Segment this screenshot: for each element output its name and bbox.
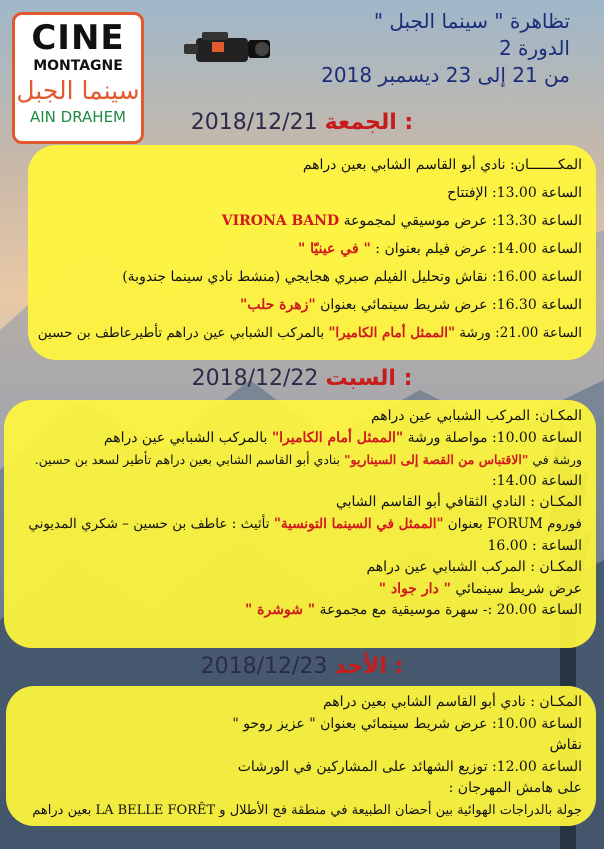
list-item: الساعة : 16.00 xyxy=(487,537,582,554)
list-item: نقاش xyxy=(549,737,582,754)
event-title: تظاهرة " سينما الجبل " xyxy=(373,9,570,33)
logo-arabic-text: سينما الجبل xyxy=(16,76,140,105)
list-item: الساعة 13.00: الإفتتاح xyxy=(447,185,582,201)
list-item: الساعة 14.00: عرض فيلم بعنوان : " في عينيّا " xyxy=(297,241,582,257)
video-camera-icon xyxy=(182,24,274,68)
list-item: المكـان: المركب الشبابي عين دراهم xyxy=(370,408,582,424)
list-item: الساعة 12.00: توزيع الشهائد على المشاركين في الورشات xyxy=(237,758,582,775)
day-2-name: السبت : xyxy=(325,366,413,391)
list-item: على هامش المهرجان : xyxy=(448,780,582,797)
event-edition: الدورة 2 xyxy=(498,36,570,60)
list-item: الساعة 13.30: عرض موسيقي لمجموعة VIRONA BAND xyxy=(221,213,582,229)
day-2-date: 2018/12/22 xyxy=(191,366,319,391)
list-item: الساعة 16.00: نقاش وتحليل الفيلم صبري هجايجي (منشط نادي سينما جندوبة) xyxy=(122,269,582,285)
day-1-name: الجمعة : xyxy=(324,110,414,135)
logo-montagne-text: MONTAGNE xyxy=(33,58,123,74)
day-2-heading xyxy=(0,366,604,391)
list-item: ورشة في "الاقتباس من القصة إلى السيناريو" بنادي أبو القاسم الشابي بعين دراهم تأطير لسعد بن حسين. xyxy=(34,452,582,468)
list-item: المكـــــــان: نادي أبو القاسم الشابي بعين دراهم xyxy=(302,157,582,173)
day-3-heading xyxy=(0,654,604,679)
list-item: عرض شريط سينمائي " دار جواد " xyxy=(378,580,582,597)
list-item: الساعة 21.00: ورشة "الممثل أمام الكاميرا" بالمركب الشبابي عين دراهم تأطيرعاطف بن حسين xyxy=(37,325,582,341)
day-3-name: الأحد : xyxy=(334,654,404,679)
list-item: المكـان : النادي الثقافي أبو القاسم الشابي xyxy=(335,494,582,511)
list-item: الساعة 14.00: xyxy=(491,472,582,489)
list-item: الساعة 20.00 :- سهرة موسيقية مع مجموعة " شوشرة " xyxy=(245,602,582,619)
list-item: فوروم FORUM بعنوان "الممثل في السينما التونسية" تأثيث : عاطف بن حسين – شكري المديوني xyxy=(28,515,582,532)
day-1-date: 2018/12/21 xyxy=(190,110,318,135)
day-1-heading xyxy=(0,110,604,135)
list-item: الساعة 16.30: عرض شريط سينمائي بعنوان "زهرة حلب" xyxy=(239,297,582,313)
day-3-panel xyxy=(6,686,596,826)
day-3-date: 2018/12/23 xyxy=(200,654,328,679)
logo-cine-text: CINE xyxy=(31,18,125,58)
list-item: الساعة 10.00: عرض شريط سينمائي بعنوان " عزيز روحو " xyxy=(232,715,582,732)
list-item: المكـان : نادي أبو القاسم الشابي بعين دراهم xyxy=(322,694,582,710)
day-2-panel xyxy=(4,400,596,648)
list-item: الساعة 10.00: مواصلة ورشة "الممثل أمام الكاميرا" بالمركب الشبابي عين دراهم xyxy=(103,429,582,446)
event-dates: من 21 إلى 23 ديسمبر 2018 xyxy=(321,63,570,87)
event-header xyxy=(321,8,570,89)
day-1-panel xyxy=(28,145,596,360)
list-item: جولة بالدراجات الهوائية بين أحضان الطبيعة في منطقة فج الأطلال و LA BELLE FORÊT بعين دراهم xyxy=(32,802,582,818)
list-item: المكـان : المركب الشبابي عين دراهم xyxy=(366,559,582,576)
logo-ain-drahem-text: AIN DRAHEM xyxy=(30,108,126,126)
